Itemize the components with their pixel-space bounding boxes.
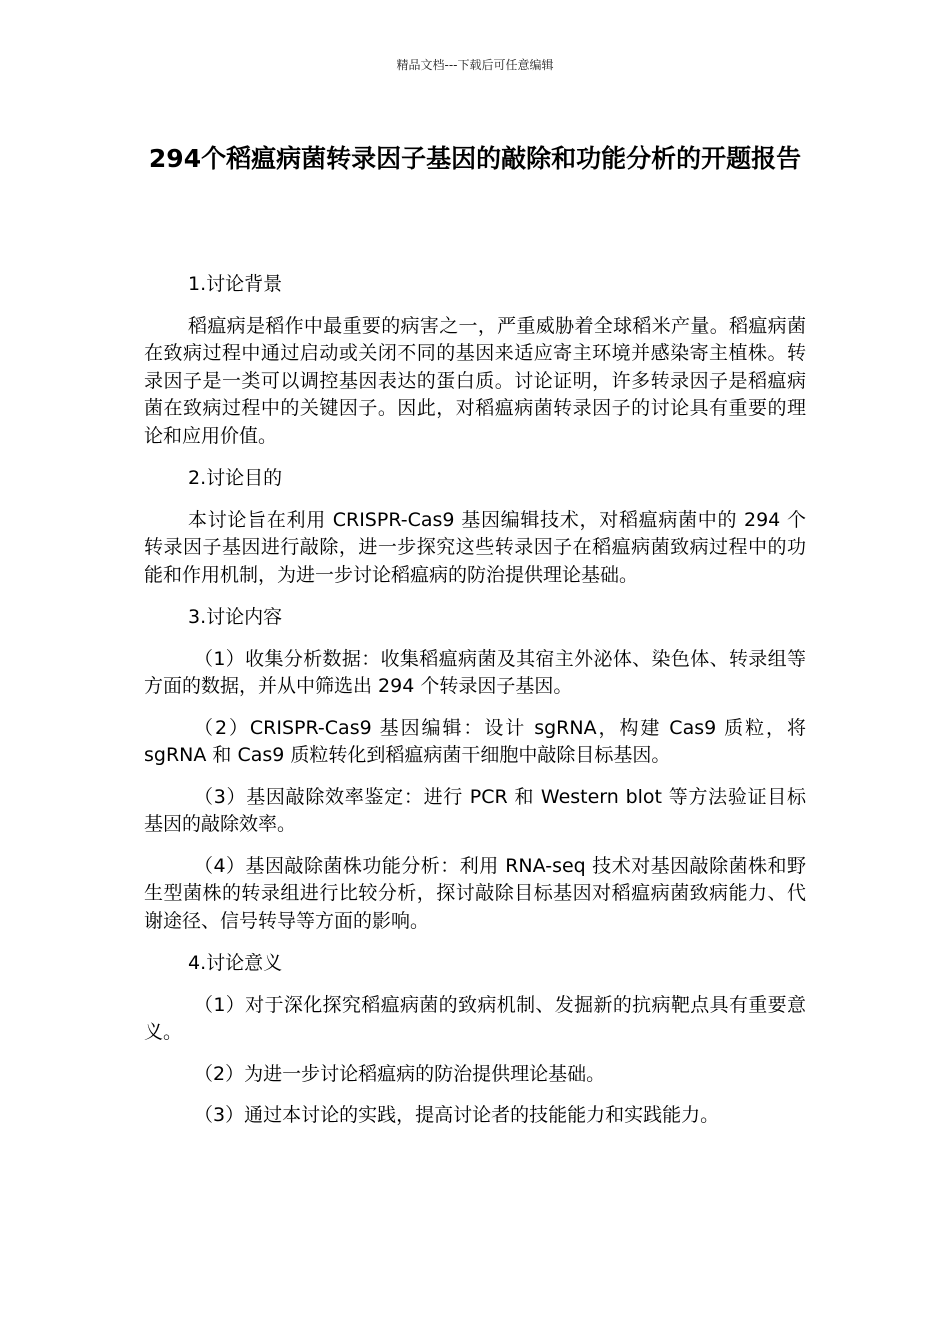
content-item-3: （3）基因敲除效率鉴定：进行 PCR 和 Western blot 等方法验证目标基因的敲除效率。	[144, 785, 806, 835]
section-heading-background: 1.讨论背景	[188, 273, 283, 295]
background-paragraph: 稻瘟病是稻作中最重要的病害之一，严重威胁着全球稻米产量。稻瘟病菌在致病过程中通过启动或关闭不同的基因来适应寄主环境并感染寄主植株。转录因子是一类可以调控基因表达的蛋白质。讨论证明，许多转录因子是稻瘟病菌在致病过程中的关键因子。因此，对稻瘟病菌转录因子的讨论具有重要的理论和应用价值。	[144, 314, 806, 447]
significance-item-2: （2）为进一步讨论稻瘟病的防治提供理论基础。	[194, 1062, 606, 1085]
section-heading-significance: 4.讨论意义	[188, 952, 283, 974]
significance-item-3: （3）通过本讨论的实践，提高讨论者的技能能力和实践能力。	[194, 1104, 720, 1126]
content-item-1: （1）收集分析数据：收集稻瘟病菌及其宿主外泌体、染色体、转录组等方面的数据，并从中筛选出 294 个转录因子基因。	[144, 647, 806, 697]
content-item-4: （4）基因敲除菌株功能分析：利用 RNA-seq 技术对基因敲除菌株和野生型菌株的转录组进行比较分析，探讨敲除目标基因对稻瘟病菌致病能力、代谢途径、信号转导等方面的影响。	[144, 854, 806, 932]
section-heading-content: 3.讨论内容	[188, 606, 283, 628]
content-item-2: （2）CRISPR-Cas9 基因编辑：设计 sgRNA，构建 Cas9 质粒，将 sgRNA 和 Cas9 质粒转化到稻瘟病菌干细胞中敲除目标基因。	[144, 716, 806, 766]
header-note: 精品文档---下载后可任意编辑	[396, 58, 554, 72]
document-body	[144, 271, 806, 1130]
purpose-paragraph: 本讨论旨在利用 CRISPR-Cas9 基因编辑技术，对稻瘟病菌中的 294 个转录因子基因进行敲除，进一步探究这些转录因子在稻瘟病菌致病过程中的功能和作用机制，为进一步讨论稻瘟病的防治提供理论基础。	[144, 508, 806, 586]
section-heading-purpose: 2.讨论目的	[188, 467, 283, 489]
significance-item-1: （1）对于深化探究稻瘟病菌的致病机制、发掘新的抗病靶点具有重要意义。	[144, 993, 806, 1043]
page-title: 294个稻瘟病菌转录因子基因的敲除和功能分析的开题报告	[148, 144, 802, 173]
